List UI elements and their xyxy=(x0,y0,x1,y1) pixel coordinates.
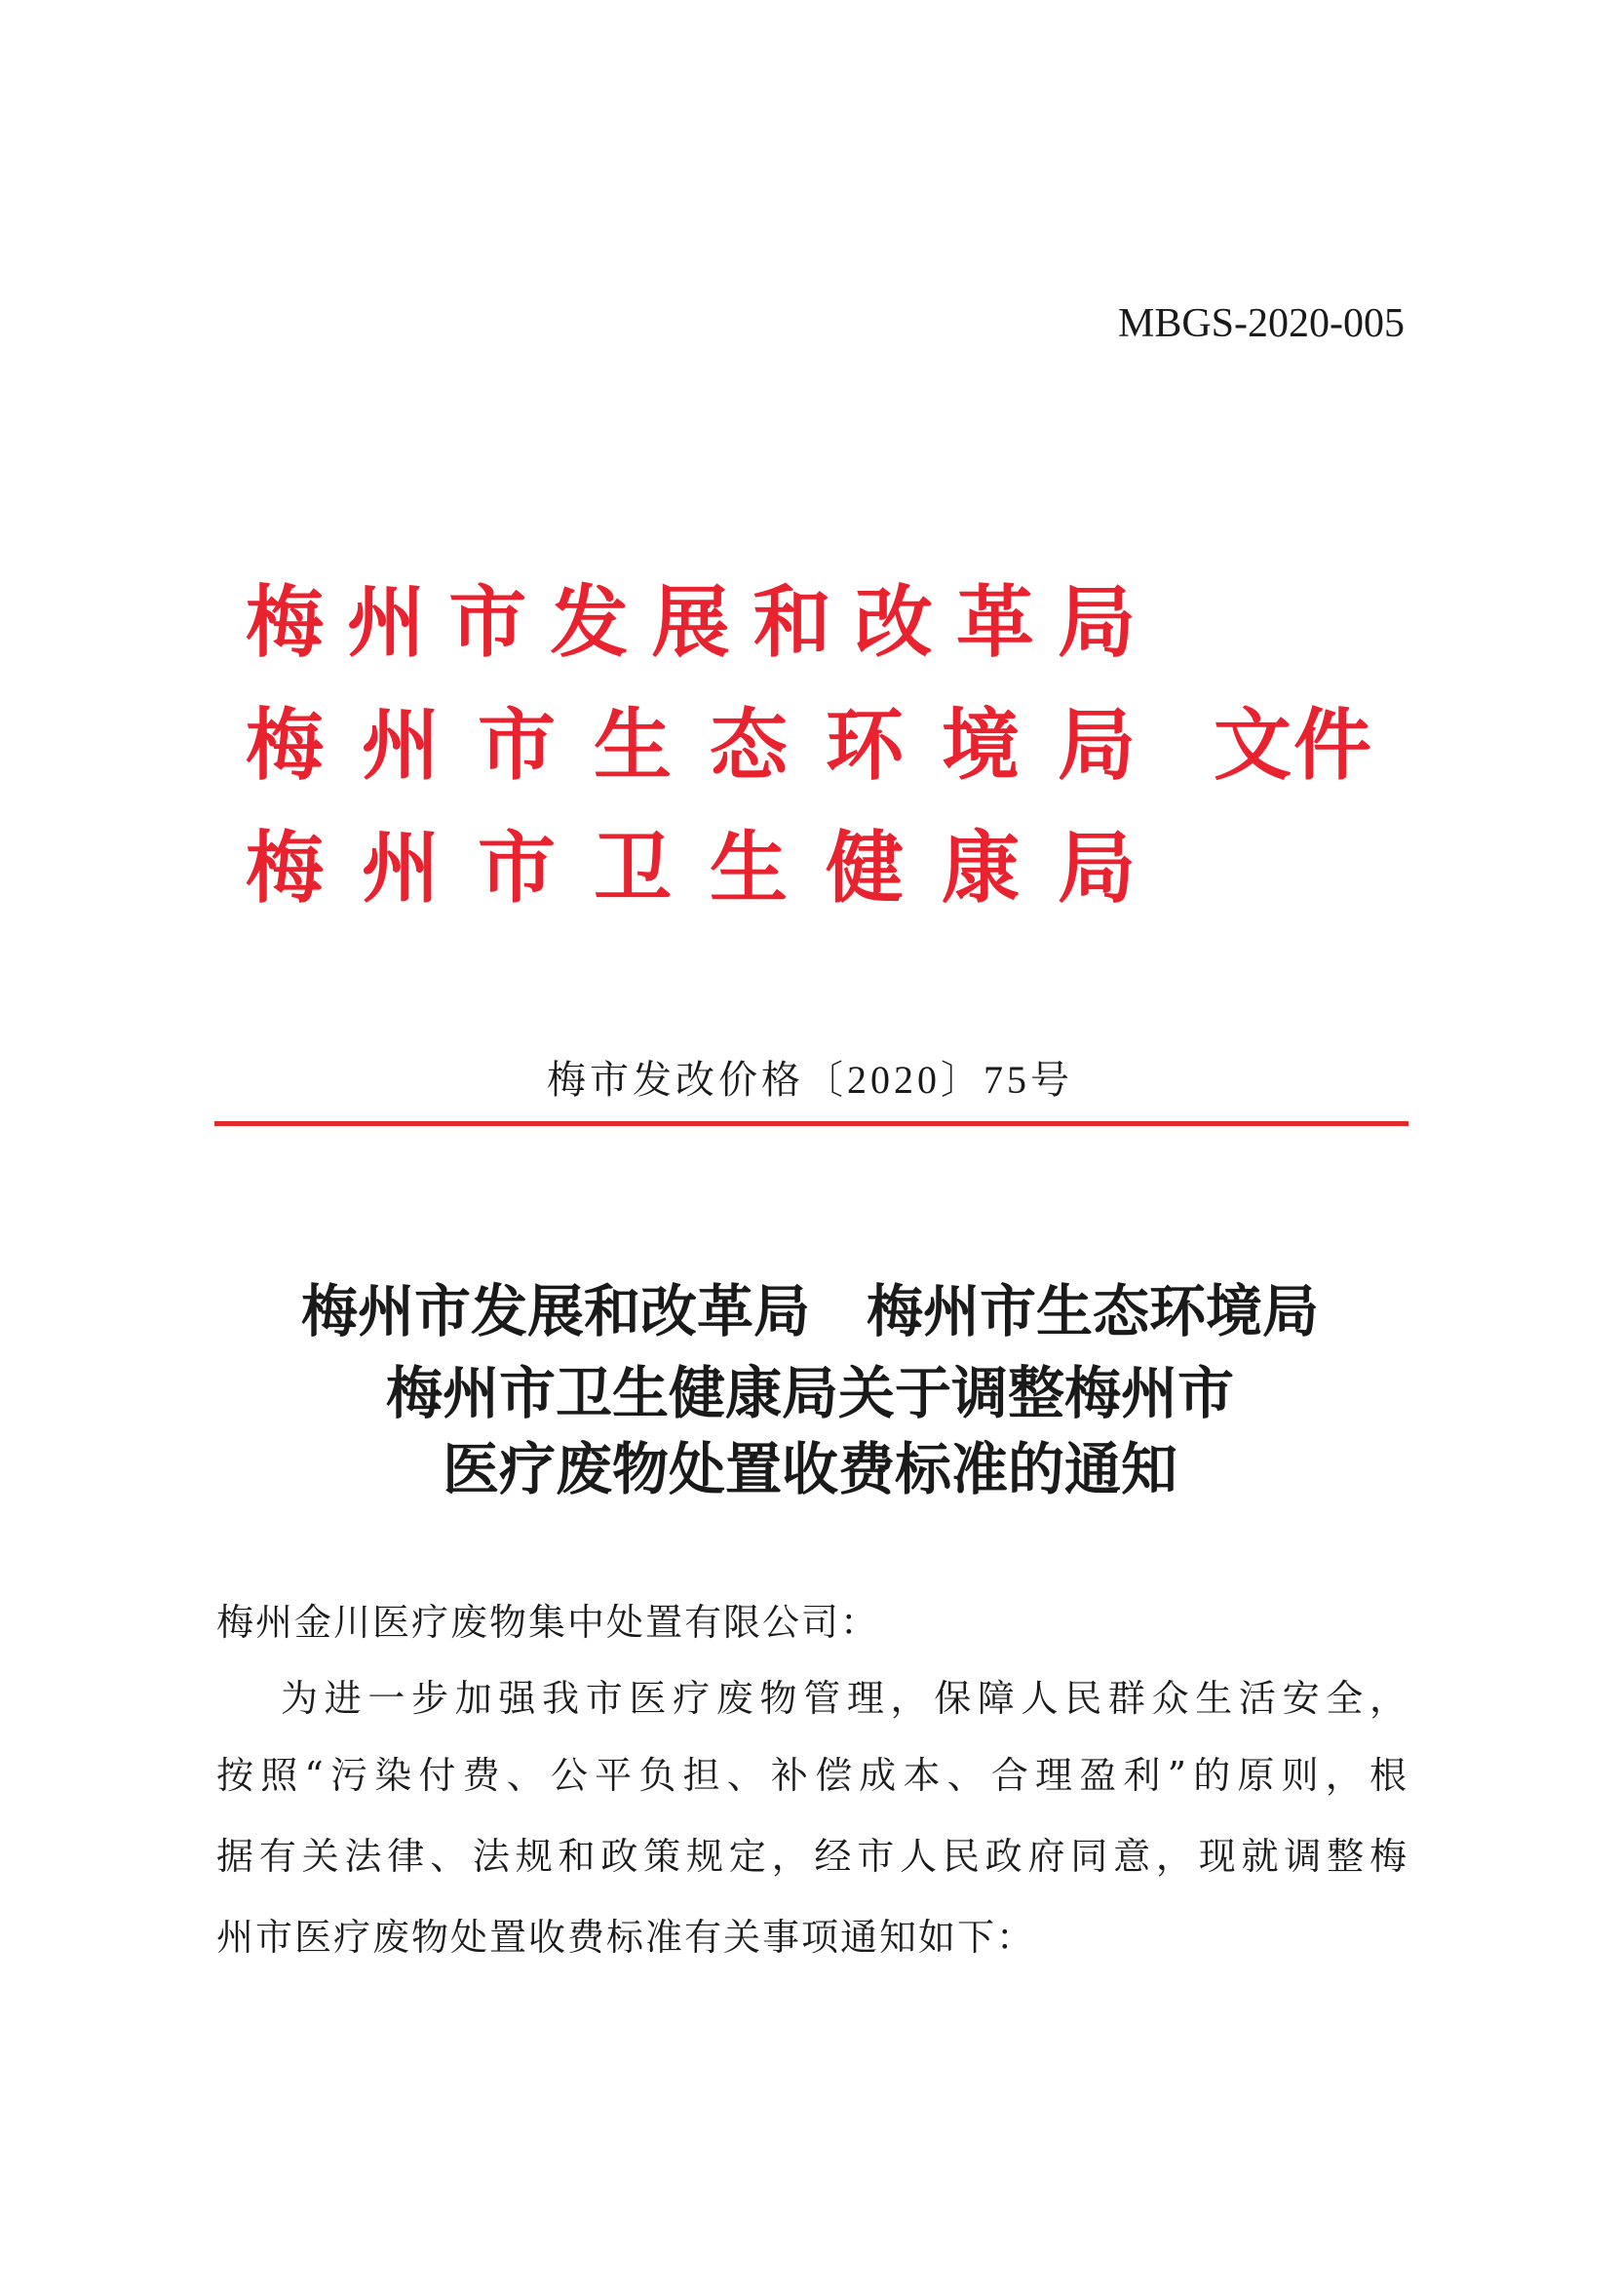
red-divider xyxy=(214,1121,1408,1126)
issuer-char: 州 xyxy=(362,822,440,914)
document-suffix: 文件 xyxy=(1214,699,1373,791)
issuer-line-development-reform xyxy=(246,576,1136,668)
title-line-3: 医疗废物处置收费标准的通知 xyxy=(442,1436,1177,1502)
body-line: 州市医疗废物处置收费标准有关事项通知如下： xyxy=(216,1916,1036,1959)
document-number: 梅市发改价格〔2020〕75号 xyxy=(547,1058,1073,1102)
issuer-char: 局 xyxy=(1058,576,1136,668)
issuer-char: 市 xyxy=(478,822,556,914)
issuer-char: 和 xyxy=(752,576,831,668)
issuer-char: 梅 xyxy=(246,699,324,791)
title-line-2: 梅州市卫生健康局关于调整梅州市 xyxy=(385,1360,1234,1426)
issuer-char: 市 xyxy=(478,699,556,791)
issuer-char: 改 xyxy=(854,576,933,668)
issuer-char: 州 xyxy=(347,576,426,668)
issuer-char: 康 xyxy=(942,822,1020,914)
issuer-char: 梅 xyxy=(246,822,324,914)
issuer-char: 展 xyxy=(651,576,730,668)
issuer-line-ecology-environment xyxy=(246,699,1136,791)
document-code: MBGS-2020-005 xyxy=(1117,301,1405,346)
issuer-char: 局 xyxy=(1058,699,1136,791)
title-line-1: 梅州市发展和改革局 梅州市生态环境局 xyxy=(300,1278,1319,1344)
body-line: 按照“污染付费、公平负担、补偿成本、合理盈利”的原则，根 xyxy=(216,1754,1408,1797)
body-line: 为进一步加强我市医疗废物管理，保障人民群众生活安全， xyxy=(281,1677,1408,1720)
issuer-char: 州 xyxy=(362,699,440,791)
issuer-char: 境 xyxy=(942,699,1020,791)
issuer-char: 梅 xyxy=(246,576,324,668)
issuer-char: 健 xyxy=(826,822,904,914)
issuer-char: 环 xyxy=(826,699,904,791)
issuer-char: 局 xyxy=(1058,822,1136,914)
issuer-line-health xyxy=(246,822,1136,914)
issuer-char: 生 xyxy=(594,699,672,791)
issuer-char: 革 xyxy=(955,576,1034,668)
issuer-char: 生 xyxy=(710,822,788,914)
issuer-char: 态 xyxy=(710,699,788,791)
issuer-char: 市 xyxy=(448,576,527,668)
issuer-char: 发 xyxy=(550,576,629,668)
body-line: 据有关法律、法规和政策规定，经市人民政府同意，现就调整梅 xyxy=(216,1835,1408,1878)
issuer-char: 卫 xyxy=(594,822,672,914)
addressee: 梅州金川医疗废物集中处置有限公司： xyxy=(216,1601,880,1644)
